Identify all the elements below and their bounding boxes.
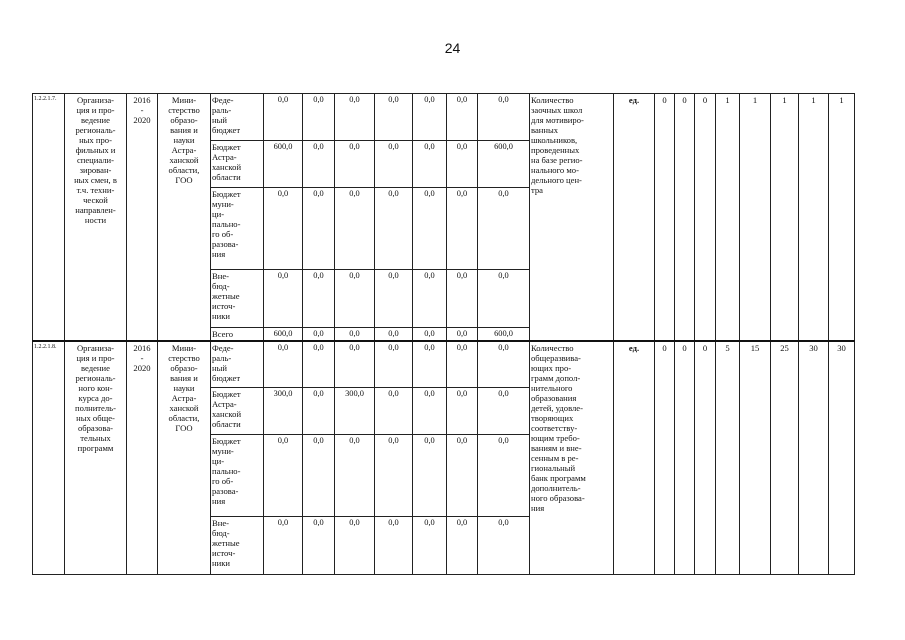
funding-value: 0,0 xyxy=(478,270,530,328)
funding-value: 0,0 xyxy=(335,341,375,388)
funding-value: 0,0 xyxy=(264,270,303,328)
funding-value: 0,0 xyxy=(478,94,530,141)
funding-value: 0,0 xyxy=(413,328,447,341)
funding-value: 0,0 xyxy=(478,188,530,270)
funding-value: 0,0 xyxy=(335,435,375,517)
indicator-value: 0 xyxy=(675,341,695,575)
funding-value: 600,0 xyxy=(264,328,303,341)
funding-value: 0,0 xyxy=(303,517,335,575)
funding-value: 0,0 xyxy=(447,341,478,388)
funding-source: Бюджет Астра- ханской области xyxy=(211,388,264,435)
indicator-value: 30 xyxy=(799,341,829,575)
funding-source: Всего xyxy=(211,328,264,341)
funding-source: Вне- бюд- жетные источ- ники xyxy=(211,270,264,328)
funding-value: 0,0 xyxy=(447,517,478,575)
funding-value: 0,0 xyxy=(478,517,530,575)
measure-name: Организа- ция и про- ведение региональ- ного кон- курса до- полнитель- ных обще- образова- тельных программ xyxy=(65,341,127,575)
funding-value: 0,0 xyxy=(413,270,447,328)
indicator-value: 0 xyxy=(655,94,675,341)
years: 2016 - 2020 xyxy=(127,94,158,341)
indicator-value: 25 xyxy=(771,341,799,575)
indicator-value: 15 xyxy=(740,341,771,575)
funding-value: 0,0 xyxy=(303,328,335,341)
funding-value: 600,0 xyxy=(478,141,530,188)
funding-value: 300,0 xyxy=(264,388,303,435)
funding-value: 0,0 xyxy=(413,341,447,388)
indicator-name: Количество общеразвива- ющих про- грамм допол- нительного образования детей, удовле- творяющих соответству- ющим требо- ваниям и вне- сенным в ре- гиональный банк программ дополнитель- ного образова- ния xyxy=(530,341,614,575)
funding-value: 600,0 xyxy=(264,141,303,188)
funding-source: Бюджет Астра- ханской области xyxy=(211,141,264,188)
funding-value: 0,0 xyxy=(303,188,335,270)
funding-value: 0,0 xyxy=(264,188,303,270)
funding-value: 0,0 xyxy=(478,435,530,517)
funding-value: 0,0 xyxy=(447,141,478,188)
indicator-value: 1 xyxy=(740,94,771,341)
funding-value: 0,0 xyxy=(447,435,478,517)
funding-value: 0,0 xyxy=(447,94,478,141)
indicator-value: 0 xyxy=(695,94,716,341)
indicator-value: 0 xyxy=(675,94,695,341)
funding-value: 0,0 xyxy=(413,388,447,435)
funding-value: 0,0 xyxy=(335,270,375,328)
funding-value: 0,0 xyxy=(264,94,303,141)
indicator-value: 5 xyxy=(716,341,740,575)
funding-value: 0,0 xyxy=(303,94,335,141)
funding-source: Феде- раль- ный бюджет xyxy=(211,94,264,141)
funding-value: 0,0 xyxy=(447,188,478,270)
funding-value: 0,0 xyxy=(447,270,478,328)
program-table xyxy=(32,93,855,575)
funding-source: Бюджет муни- ци- пально- го об- разова- ния xyxy=(211,435,264,517)
indicator-unit: ед. xyxy=(614,94,655,341)
funding-source: Феде- раль- ный бюджет xyxy=(211,341,264,388)
funding-value: 0,0 xyxy=(375,94,413,141)
funding-source: Бюджет муни- ци- пально- го об- разова- ния xyxy=(211,188,264,270)
funding-value: 0,0 xyxy=(335,188,375,270)
row-code: 1.2.2.1.8. xyxy=(33,341,65,575)
funding-value: 0,0 xyxy=(335,517,375,575)
funding-value: 0,0 xyxy=(413,435,447,517)
funding-value: 0,0 xyxy=(375,435,413,517)
measure-name: Организа- ция и про- ведение региональ- ных про- фильных и специали- зирован- ных смен, в т.ч. техни- ческой направлен- ности xyxy=(65,94,127,341)
executor: Мини- стерство образо- вания и науки Астра- ханской области, ГОО xyxy=(158,341,211,575)
funding-value: 0,0 xyxy=(447,388,478,435)
funding-value: 0,0 xyxy=(447,328,478,341)
indicator-value: 30 xyxy=(829,341,855,575)
indicator-value: 1 xyxy=(716,94,740,341)
indicator-name: Количество заочных школ для мотивиро- ванных школьников, проведенных на базе регио- нального мо- дельного цен- тра xyxy=(530,94,614,341)
funding-value: 0,0 xyxy=(375,341,413,388)
indicator-value: 1 xyxy=(771,94,799,341)
funding-value: 0,0 xyxy=(413,188,447,270)
table-body xyxy=(33,94,855,575)
funding-value: 0,0 xyxy=(375,388,413,435)
funding-value: 300,0 xyxy=(335,388,375,435)
funding-value: 0,0 xyxy=(303,270,335,328)
funding-value: 0,0 xyxy=(478,388,530,435)
funding-source: Вне- бюд- жетные источ- ники xyxy=(211,517,264,575)
page-number: 24 xyxy=(444,40,461,56)
funding-value: 0,0 xyxy=(303,388,335,435)
executor: Мини- стерство образо- вания и науки Астра- ханской области, ГОО xyxy=(158,94,211,341)
funding-value: 0,0 xyxy=(335,328,375,341)
table-row xyxy=(33,341,855,388)
indicator-value: 1 xyxy=(829,94,855,341)
years: 2016 - 2020 xyxy=(127,341,158,575)
funding-value: 0,0 xyxy=(335,141,375,188)
funding-value: 0,0 xyxy=(478,341,530,388)
indicator-value: 0 xyxy=(655,341,675,575)
funding-value: 0,0 xyxy=(413,517,447,575)
funding-value: 0,0 xyxy=(413,94,447,141)
funding-value: 0,0 xyxy=(375,188,413,270)
funding-value: 0,0 xyxy=(264,435,303,517)
indicator-unit: ед. xyxy=(614,341,655,575)
funding-value: 600,0 xyxy=(478,328,530,341)
indicator-value: 1 xyxy=(799,94,829,341)
row-code: 1.2.2.1.7. xyxy=(33,94,65,341)
funding-value: 0,0 xyxy=(375,517,413,575)
funding-value: 0,0 xyxy=(303,141,335,188)
funding-value: 0,0 xyxy=(303,341,335,388)
funding-value: 0,0 xyxy=(264,517,303,575)
table-row xyxy=(33,94,855,141)
funding-value: 0,0 xyxy=(335,94,375,141)
funding-value: 0,0 xyxy=(375,328,413,341)
funding-value: 0,0 xyxy=(303,435,335,517)
funding-value: 0,0 xyxy=(264,341,303,388)
funding-value: 0,0 xyxy=(413,141,447,188)
funding-value: 0,0 xyxy=(375,270,413,328)
funding-value: 0,0 xyxy=(375,141,413,188)
indicator-value: 0 xyxy=(695,341,716,575)
